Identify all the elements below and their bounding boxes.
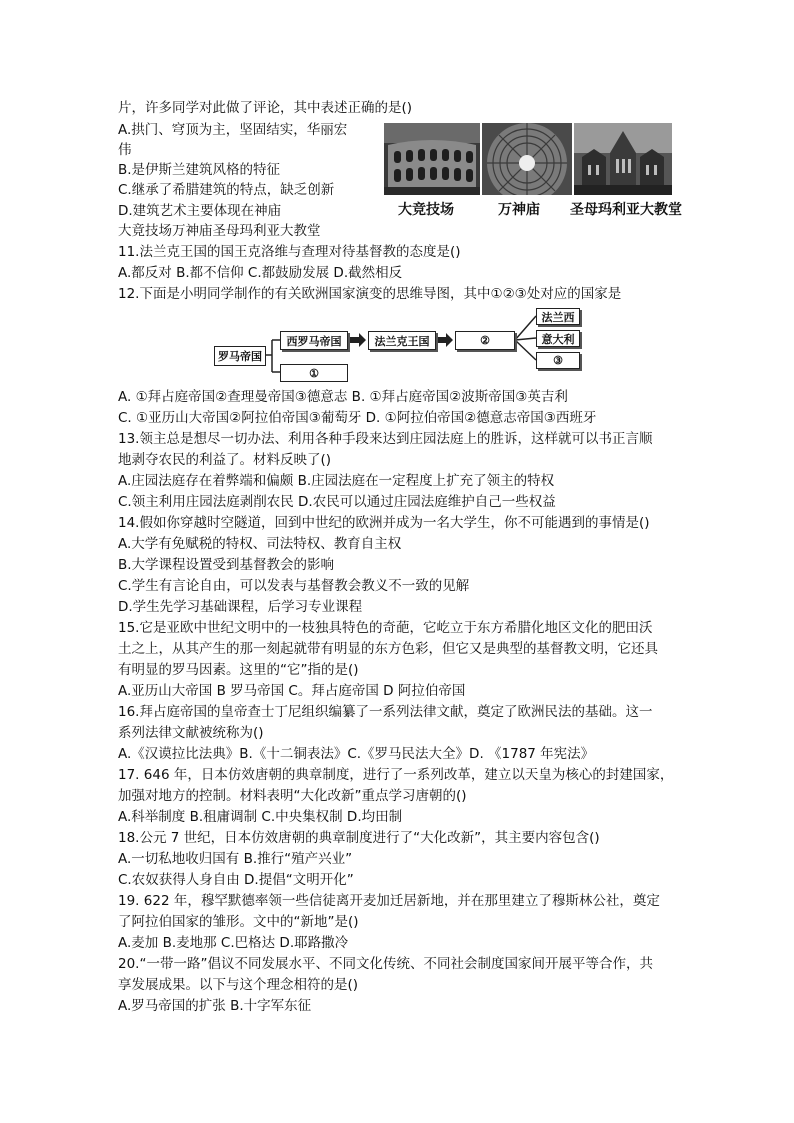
question-12: 12.下面是小明同学制作的有关欧洲国家演变的思维导图，其中①②③处对应的国家是 bbox=[118, 286, 622, 302]
option-line: A.庄园法庭存在着弊端和偏颇 B.庄园法庭在一定程度上扩充了领主的特权 bbox=[118, 473, 555, 489]
option-line: B.是伊斯兰建筑风格的特征 bbox=[118, 162, 281, 178]
mind-map-node-western-roman-empire: 西罗马帝国 bbox=[280, 331, 348, 350]
text-line: 大竟技场万神庙圣母玛利亚大教堂 bbox=[118, 223, 321, 239]
caption-pantheon: 万神庙 bbox=[498, 202, 540, 218]
question-13-continued: 地剥夺农民的利益了。材料反映了() bbox=[118, 452, 332, 468]
mind-map-node-1: ① bbox=[280, 364, 348, 382]
option-line: A.大学有免赋税的特权、司法特权、教育自主权 bbox=[118, 536, 402, 552]
text-line: 片，许多同学对此做了评论，其中表述正确的是() bbox=[118, 100, 413, 116]
option-line: A. ①拜占庭帝国②查理曼帝国③德意志 B. ①拜占庭帝国②波斯帝国③英吉利 bbox=[118, 389, 568, 405]
option-line: C.继承了希腊建筑的特点，缺乏创新 bbox=[118, 182, 335, 198]
option-line: A.科举制度 B.租庸调制 C.中央集权制 D.均田制 bbox=[118, 809, 403, 825]
question-15: 15.它是亚欧中世纪文明中的一枝独具特色的奇葩，它屹立于东方希腊化地区文化的肥田沃 bbox=[118, 620, 653, 636]
option-line: A.都反对 B.都不信仰 C.都鼓励发展 D.截然相反 bbox=[118, 265, 403, 281]
question-18: 18.公元 7 世纪，日本仿效唐朝的典章制度进行了“大化改新”，其主要内容包含() bbox=[118, 830, 600, 846]
question-16: 16.拜占庭帝国的皇帝查士丁尼组织编纂了一系列法律文献，奠定了欧洲民法的基础。这一 bbox=[118, 704, 653, 720]
question-15-continued: 有明显的罗马因素。这里的“它”指的是() bbox=[118, 662, 359, 678]
option-line: C.农奴获得人身自由 D.提倡“文明开化” bbox=[118, 872, 354, 888]
question-19: 19. 622 年，穆罕默德率领一些信徒离开麦加迁居新地，并在那里建立了穆斯林公社，奠定 bbox=[118, 893, 660, 909]
mind-map-node-2: ② bbox=[455, 331, 515, 350]
question-15-continued: 土之上，从其产生的那一刻起就带有明显的东方色彩，但它又是典型的基督教文明，它还具 bbox=[118, 641, 658, 657]
option-line: A.拱门、穹顶为主，坚固结实，华丽宏 bbox=[118, 122, 348, 138]
question-20: 20.“一带一路”倡议不同发展水平、不同文化传统、不同社会制度国家间开展平等合作，共 bbox=[118, 956, 653, 972]
question-20-continued: 享发展成果。以下与这个理念相符的是() bbox=[118, 977, 359, 993]
option-line: A.《汉谟拉比法典》B.《十二铜表法》C.《罗马民法大全》D. 《1787 年宪法》 bbox=[118, 746, 595, 762]
option-line-continued: 伟 bbox=[118, 142, 132, 158]
option-line: C. ①亚历山大帝国②阿拉伯帝国③葡萄牙 D. ①阿拉伯帝国②德意志帝国③西班牙 bbox=[118, 410, 597, 426]
option-line: A.亚历山大帝国 B 罗马帝国 C。拜占庭帝国 D 阿拉伯帝国 bbox=[118, 683, 466, 699]
mind-map-node-3: ③ bbox=[536, 352, 580, 369]
option-line: C.学生有言论自由，可以发表与基督教会教义不一致的见解 bbox=[118, 578, 470, 594]
cathedral-photo bbox=[574, 123, 672, 195]
option-line: A.一切私地收归国有 B.推行“殖产兴业” bbox=[118, 851, 353, 867]
option-line: B.大学课程设置受到基督教会的影响 bbox=[118, 557, 335, 573]
question-13: 13.领主总是想尽一切办法、利用各种手段来达到庄园法庭上的胜诉，这样就可以书正言顺 bbox=[118, 431, 653, 447]
option-line: A.麦加 B.麦地那 C.巴格达 D.耶路撒冷 bbox=[118, 935, 349, 951]
caption-colosseum: 大竞技场 bbox=[398, 202, 454, 218]
question-11: 11.法兰克王国的国王克洛维与查理对待基督教的态度是() bbox=[118, 244, 461, 260]
question-19-continued: 了阿拉伯国家的雏形。文中的“新地”是() bbox=[118, 914, 359, 930]
option-line: D.学生先学习基础课程，后学习专业课程 bbox=[118, 599, 363, 615]
question-17: 17. 646 年，日本仿效唐朝的典章制度，进行了一系列改革，建立以天皇为核心的封建国家， bbox=[118, 767, 674, 783]
caption-cathedral: 圣母玛利亚大教堂 bbox=[570, 202, 682, 218]
mind-map-node-roman-empire: 罗马帝国 bbox=[214, 346, 266, 366]
question-17-continued: 加强对地方的控制。材料表明“大化改新”重点学习唐朝的() bbox=[118, 788, 467, 804]
mind-map-node-frankish-kingdom: 法兰克王国 bbox=[368, 331, 436, 350]
pantheon-photo bbox=[482, 123, 572, 195]
mind-map-node-italy: 意大利 bbox=[536, 330, 580, 347]
colosseum-photo bbox=[384, 123, 480, 195]
option-line: C.领主利用庄园法庭剥削农民 D.农民可以通过庄园法庭维护自己一些权益 bbox=[118, 494, 556, 510]
question-16-continued: 系列法律文献被统称为() bbox=[118, 725, 264, 741]
option-line: A.罗马帝国的扩张 B.十字军东征 bbox=[118, 998, 312, 1014]
question-14: 14.假如你穿越时空隧道，回到中世纪的欧洲并成为一名大学生，你不可能遇到的事情是() bbox=[118, 515, 650, 531]
option-line: D.建筑艺术主要体现在神庙 bbox=[118, 203, 282, 219]
mind-map-node-france: 法兰西 bbox=[536, 308, 580, 325]
